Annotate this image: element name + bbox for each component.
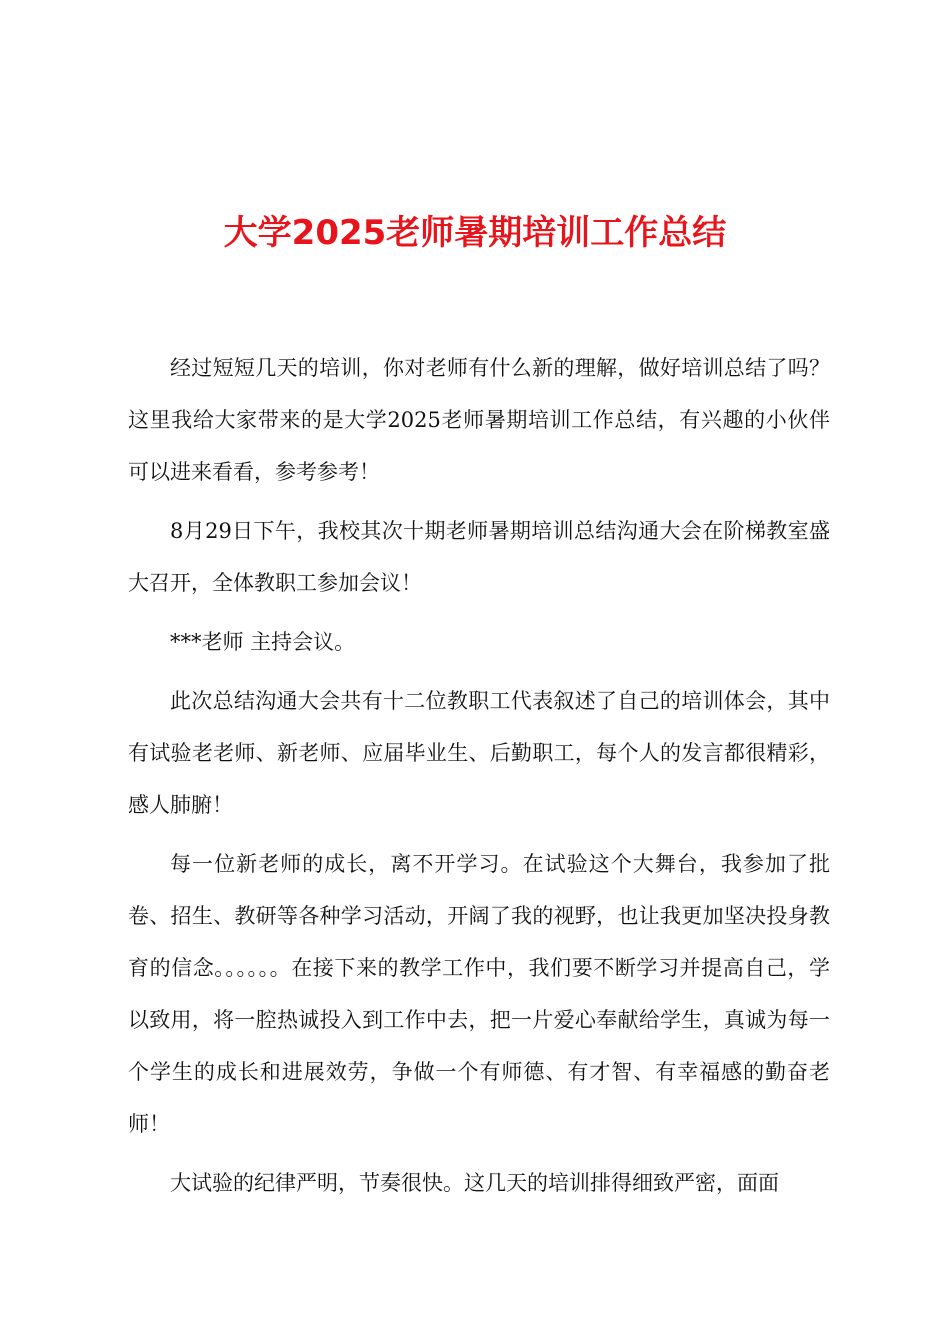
paragraph-representatives: 此次总结沟通大会共有十二位教职工代表叙述了自己的培训体会，其中有试验老老师、新老师、应届毕业生、后勤职工，每个人的发言都很精彩，感人肺腑！ — [128, 689, 830, 817]
paragraph-new-teacher-growth: 每一位新老师的成长，离不开学习。在试验这个大舞台，我参加了批卷、招生、教研等各种学习活动，开阔了我的视野，也让我更加坚决投身教育的信念。。。。。。在接下来的教学工作中，我们要不断学习并提高自己，学以致用，将一腔热诚投入到工作中去，把一片爱心奉献给学生，真诚为每一个学生的成长和进展效劳，争做一个有师德、有才智、有幸福感的勤奋老师！ — [128, 852, 830, 1136]
paragraph-meeting-date: 8月29日下午，我校其次十期老师暑期培训总结沟通大会在阶梯教室盛大召开，全体教职工参加会议！ — [128, 519, 830, 595]
document-title: 大学2025老师暑期培训工作总结 — [223, 213, 727, 253]
paragraph-host: ***老师 主持会议。 — [170, 630, 356, 654]
paragraph-discipline: 大试验的纪律严明，节奏很快。这几天的培训排得细致严密，面面 — [170, 1171, 779, 1195]
document-body — [128, 342, 830, 1216]
paragraph-intro: 经过短短几天的培训，你对老师有什么新的理解，做好培训总结了吗？这里我给大家带来的是大学2025老师暑期培训工作总结，有兴趣的小伙伴可以进来看看，参考参考！ — [128, 356, 830, 484]
